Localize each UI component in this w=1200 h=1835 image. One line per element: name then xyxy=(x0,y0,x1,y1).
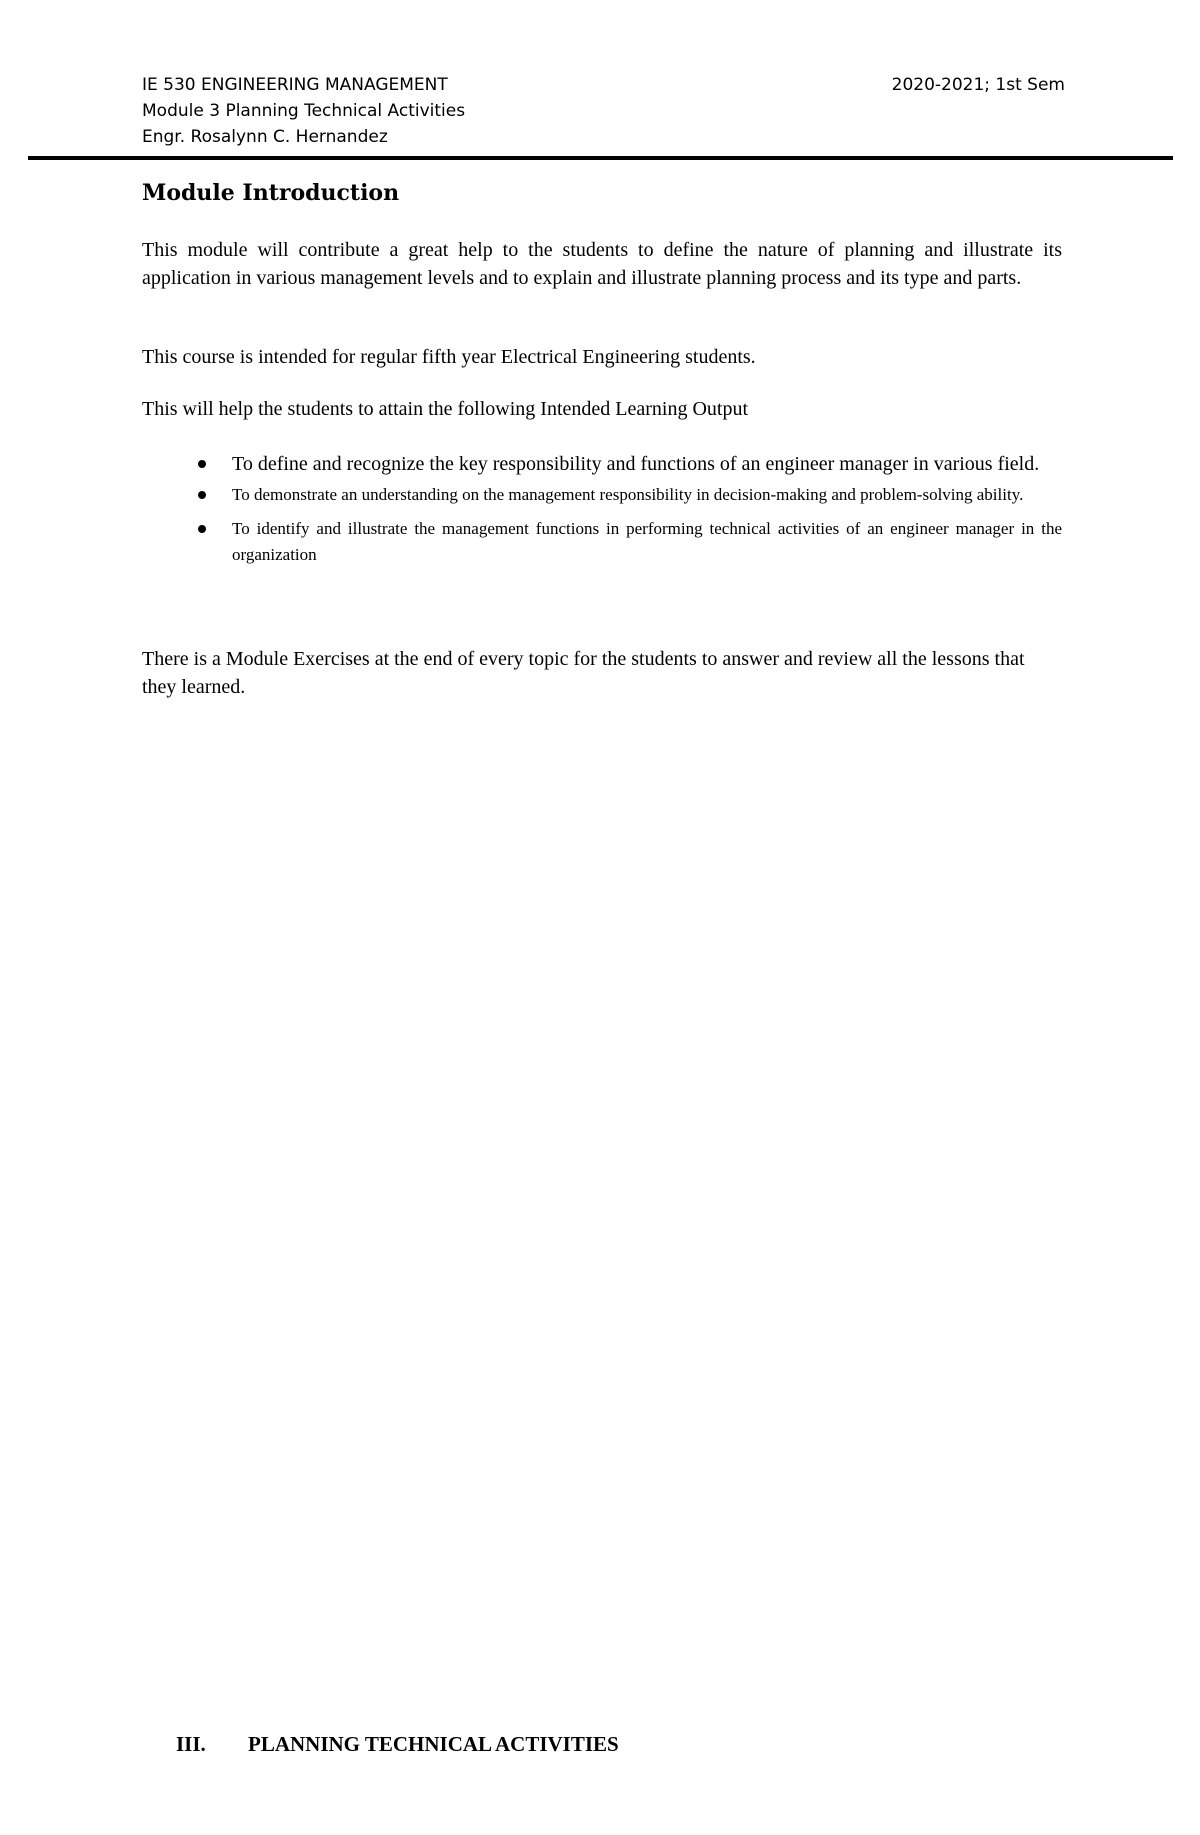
bullet-icon xyxy=(198,491,206,499)
outcome-text: To demonstrate an understanding on the management responsibility in decision-making and problem-solving ability. xyxy=(232,485,1024,504)
outcome-text: To define and recognize the key responsibility and functions of an engineer manager in various field. xyxy=(232,453,1040,475)
header-course: IE 530 ENGINEERING MANAGEMENT xyxy=(142,75,448,95)
header-module: Module 3 Planning Technical Activities xyxy=(142,101,466,121)
section-number: III. xyxy=(176,1732,206,1756)
outcome-text: To identify and illustrate the management functions in performing technical activities of an engineer manager in the organization xyxy=(232,519,1062,564)
intro-paragraph-1: This module will contribute a great help to the students to define the nature of planning and illustrate its application in various management levels and to explain and illustrate planning process and its type and parts. xyxy=(142,239,1062,289)
header-instructor: Engr. Rosalynn C. Hernandez xyxy=(142,127,388,147)
intro-paragraph-2: This course is intended for regular fifth year Electrical Engineering students. xyxy=(142,346,756,368)
intro-paragraph-3: This will help the students to attain the following Intended Learning Output xyxy=(142,398,748,420)
closing-paragraph: There is a Module Exercises at the end of every topic for the students to answer and review all the lessons that they learned. xyxy=(142,648,1025,698)
list-item xyxy=(142,482,1062,508)
bullet-icon xyxy=(198,525,206,533)
list-item xyxy=(142,450,1062,478)
header-term: 2020-2021; 1st Sem xyxy=(891,75,1065,95)
bullet-icon xyxy=(198,460,206,468)
learning-outcomes-list xyxy=(142,450,1062,568)
header-divider xyxy=(28,156,1173,160)
section-heading: Module Introduction xyxy=(142,180,400,206)
list-item xyxy=(142,516,1062,568)
section-title: PLANNING TECHNICAL ACTIVITIES xyxy=(248,1732,619,1756)
